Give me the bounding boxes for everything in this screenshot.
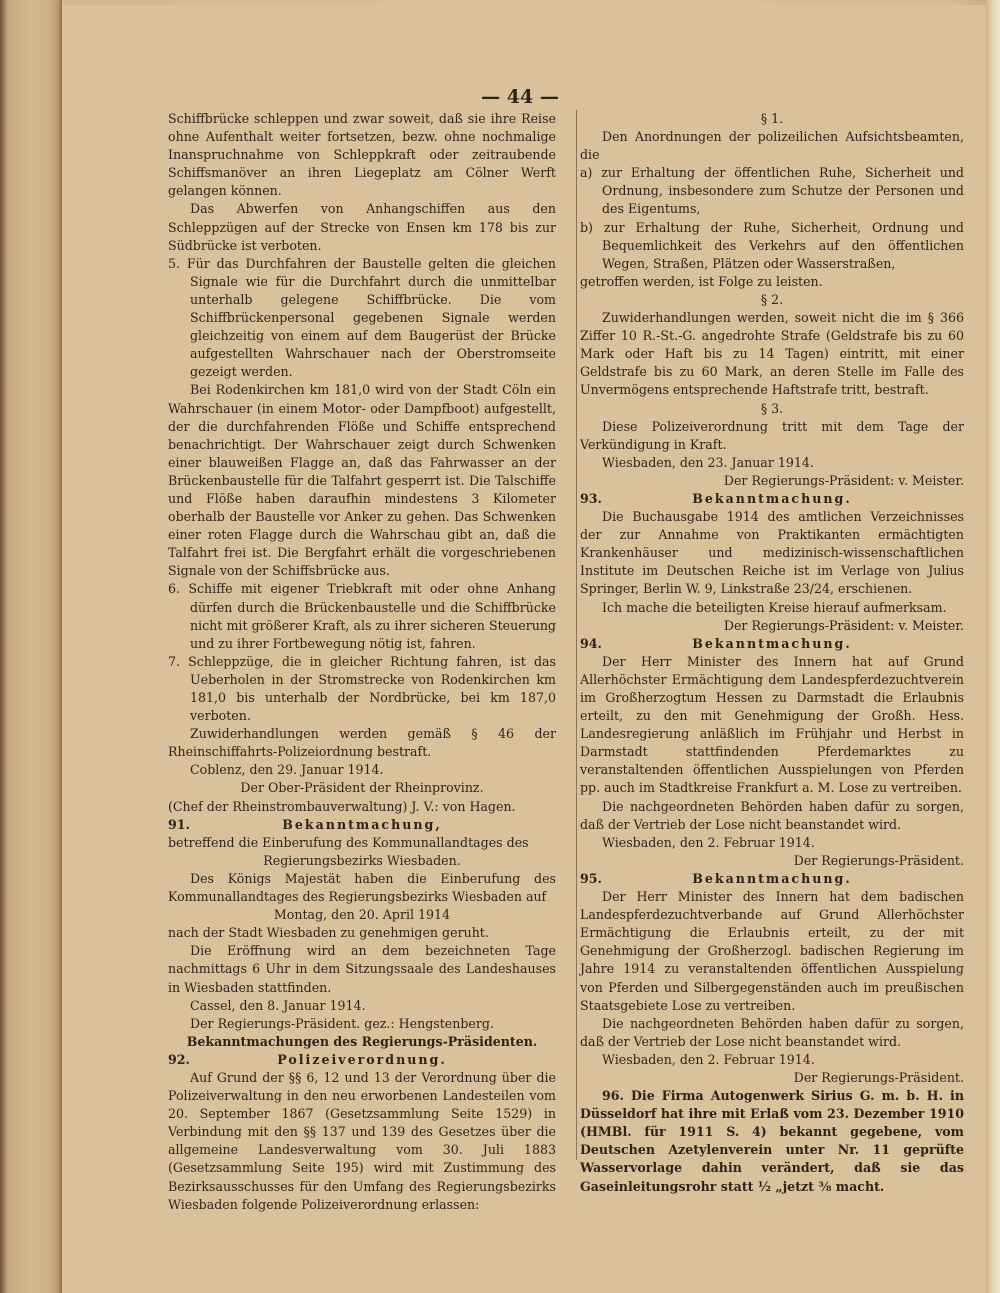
- text-paragraph: Der Herr Minister des Innern hat auf Grund Allerhöchster Ermächtigung dem Landespferdezuchtverein im Großherzogtum Hessen zu Darmstadt die Erlaubnis erteilt, zu den mit Genehmigung der Großh. Hess. Landesregierung anläßlich im Frühjahr und Herbst in Darmstadt stattfindenden Pferdemarktes zu veranstaltenden öffentlichen Ausspielungen von Pferden pp. auch im Stadtkreise Frankfurt a. M. Lose zu vertreiben.: [580, 653, 964, 796]
- section-title: Polizeiverordnung.: [277, 1051, 447, 1067]
- column-divider: [576, 110, 577, 1160]
- text-paragraph: Die nachgeordneten Behörden haben dafür zu sorgen, daß der Vertrieb der Lose nicht beanstandet wird.: [580, 1015, 964, 1049]
- left-column: [168, 110, 556, 1214]
- right-column: [580, 110, 964, 1196]
- text-paragraph: Der Ober-Präsident der Rheinprovinz.: [240, 780, 484, 796]
- text-paragraph: Den Anordnungen der polizeilichen Aufsichtsbeamten, die: [580, 129, 964, 163]
- text-paragraph: Cassel, den 8. Januar 1914.: [190, 997, 366, 1013]
- text-paragraph: Der Regierungs-Präsident. gez.: Hengstenberg.: [190, 1015, 494, 1031]
- text-paragraph: Der Regierungs-Präsident: v. Meister.: [723, 617, 964, 633]
- section-heading: [580, 490, 964, 508]
- section-number: 93.: [580, 490, 602, 506]
- section-title: Bekanntmachung,: [282, 816, 442, 832]
- text-paragraph: § 1.: [760, 111, 784, 126]
- section-title: Bekanntmachung.: [692, 870, 852, 886]
- text-paragraph: Wiesbaden, den 2. Februar 1914.: [602, 1051, 815, 1067]
- text-paragraph: Die nachgeordneten Behörden haben dafür zu sorgen, daß der Vertrieb der Lose nicht beanstandet wird.: [580, 798, 964, 832]
- section-number: 95.: [580, 870, 602, 886]
- section-heading: [168, 816, 556, 834]
- text-paragraph: Der Regierungs-Präsident.: [793, 852, 964, 868]
- text-paragraph: Auf Grund der §§ 6, 12 und 13 der Verordnung über die Polizeiverwaltung in den neu erworbenen Landesteilen vom 20. September 1867 (Gesetzsammlung Seite 1529) in Verbindung mit den §§ 137 und 139 des Gesetzes über die allgemeine Landesverwaltung vom 30. Juli 1883 (Gesetzsammlung Seite 195) wird mit Zustimmung des Bezirksausschusses für den Umfang des Regierungsbezirks Wiesbaden folgende Polizeiverordnung erlassen:: [168, 1069, 556, 1212]
- text-paragraph: getroffen werden, ist Folge zu leisten.: [580, 273, 823, 289]
- text-paragraph: 7. Schleppzüge, die in gleicher Richtung fahren, ist das Ueberholen in der Stromstrecke von Rodenkirchen km 181,0 bis unterhalb der Nordbrücke, bei km 187,0 verboten.: [168, 653, 556, 724]
- text-paragraph: 96. Die Firma Autogenwerk Sirius G. m. b. H. in Düsseldorf hat ihre mit Erlaß vom 23. Dezember 1910 (HMBl. für 1911 S. 4) bekannt gegebene, vom Deutschen Azetylenverein unter Nr. 11 geprüfte Wasservorlage dahin verändert, daß sie das Gaseinleitungsrohr statt ½ „jetzt ⅜ macht.: [580, 1088, 964, 1194]
- text-paragraph: (Chef der Rheinstrombauverwaltung) J. V.: von Hagen.: [168, 798, 516, 814]
- text-paragraph: 5. Für das Durchfahren der Baustelle gelten die gleichen Signale wie für die Durchfahrt durch die unmittelbar unterhalb gelegene Schiffbrücke. Die vom Schiffbrückenpersonal gegebenen Signale werden gleichzeitig von einem auf dem Baugerüst der Brücke aufgestellten Wahrschauer nach der Oberstromseite gezeigt werden.: [168, 255, 556, 380]
- text-paragraph: Der Herr Minister des Innern hat dem badischen Landespferdezuchtverbande auf Grund Allerhöchster Ermächtigung die Erlaubnis erteilt, zu der mit Genehmigung der Großherzogl. badischen Regierung im Jahre 1914 zu veranstaltenden öffentlichen Ausspielung von Pferden und Silbergegenständen auch im preußischen Staatsgebiete Lose zu vertreiben.: [580, 889, 964, 1013]
- text-paragraph: Diese Polizeiverordnung tritt mit dem Tage der Verkündigung in Kraft.: [580, 418, 964, 452]
- section-number: 91.: [168, 816, 190, 832]
- text-paragraph: Zuwiderhandlungen werden, soweit nicht die im § 366 Ziffer 10 R.-St.-G. angedrohte Strafe (Geldstrafe bis zu 60 Mark oder Haft bis zu 14 Tagen) eintritt, mit einer Geldstrafe bis zu 60 Mark, an deren Stelle im Falle des Unvermögens entsprechende Haftstrafe tritt, bestraft.: [580, 310, 964, 398]
- section-title: Bekanntmachung.: [692, 490, 852, 506]
- text-paragraph: Wiesbaden, den 23. Januar 1914.: [602, 454, 814, 470]
- text-paragraph: Ich mache die beteiligten Kreise hierauf aufmerksam.: [602, 599, 947, 615]
- text-paragraph: § 2.: [760, 291, 784, 307]
- text-paragraph: a) zur Erhaltung der öffentlichen Ruhe, Sicherheit und Ordnung, insbesondere zum Schutze der Personen und des Eigentums,: [580, 165, 964, 217]
- section-title: Bekanntmachung.: [692, 635, 852, 651]
- text-paragraph: Schiffbrücke schleppen und zwar soweit, daß sie ihre Reise ohne Aufenthalt weiter fortsetzen, bezw. ohne nochmalige Inanspruchnahme von Schleppkraft oder zeitraubende Schiffsmanöver an ihren Liegeplatz am Cölner Werft gelangen können.: [168, 111, 556, 199]
- text-paragraph: nach der Stadt Wiesbaden zu genehmigen geruht.: [168, 925, 489, 941]
- section-heading: [168, 1051, 556, 1069]
- text-paragraph: Zuwiderhandlungen werden gemäß § 46 der Rheinschiffahrts-Polizeiordnung bestraft.: [168, 726, 556, 760]
- text-paragraph: Bei Rodenkirchen km 181,0 wird von der Stadt Cöln ein Wahrschauer (in einem Motor- oder Dampfboot) aufgestellt, der die durchfahrenden Flöße und Schiffe entsprechend benachrichtigt. Der Wahrschauer zeigt durch Schwenken einer blauweißen Flagge an, daß das Fahrwasser an der Brückenbaustelle für die Talfahrt gesperrt ist. Die Talschiffe und Flöße haben daraufhin mindestens 3 Kilometer oberhalb der Baustelle vor Anker zu gehen. Das Schwenken einer roten Flagge durch die Wahrschau gibt an, daß die Talfahrt frei ist. Die Bergfahrt erhält die vorgeschriebenen Signale von der Schiffsbrücke aus.: [168, 382, 556, 579]
- text-paragraph: Der Regierungs-Präsident: v. Meister.: [723, 472, 964, 488]
- section-heading: [580, 635, 964, 653]
- text-paragraph: betreffend die Einberufung des Kommunallandtages des: [168, 834, 529, 850]
- text-paragraph: b) zur Erhaltung der Ruhe, Sicherheit, Ordnung und Bequemlichkeit des Verkehrs auf den öffentlichen Wegen, Straßen, Plätzen oder Wasserstraßen,: [580, 219, 964, 271]
- page-number: — 44 —: [481, 86, 559, 108]
- text-paragraph: Die Eröffnung wird an dem bezeichneten Tage nachmittags 6 Uhr in dem Sitzungssaale des Landeshauses in Wiesbaden stattfinden.: [168, 943, 556, 995]
- text-paragraph: Des Königs Majestät haben die Einberufung des Kommunallandtages des Regierungsbezirks Wiesbaden auf: [168, 870, 556, 905]
- section-number: 94.: [580, 635, 602, 651]
- text-paragraph: Coblenz, den 29. Januar 1914.: [190, 762, 384, 778]
- section-number: 92.: [168, 1051, 190, 1067]
- text-paragraph: 6. Schiffe mit eigener Triebkraft mit oder ohne Anhang dürfen durch die Brückenbaustelle und die Schiffbrücke nicht mit größerer Kraft, als zu ihrer sicheren Steuerung und zu ihrer Fortbewegung nötig ist, fahren.: [168, 581, 556, 651]
- text-paragraph: Das Abwerfen von Anhangschiffen aus den Schleppzügen auf der Strecke von Ensen km 178 bis zur Südbrücke ist verboten.: [168, 201, 556, 253]
- text-paragraph: Wiesbaden, den 2. Februar 1914.: [602, 834, 815, 850]
- text-paragraph: Der Regierungs-Präsident.: [793, 1069, 964, 1085]
- book-page-edge: [0, 0, 62, 1293]
- text-paragraph: Die Buchausgabe 1914 des amtlichen Verzeichnisses der zur Annahme von Praktikanten ermächtigten Krankenhäuser und medizinisch-wissenschaftlichen Institute im Deutschen Reiche ist im Verlage von Julius Springer, Berlin W. 9, Linkstraße 23/24, erschienen.: [580, 509, 964, 597]
- group-heading: Bekanntmachungen des Regierungs-Präsidenten.: [186, 1033, 538, 1049]
- text-paragraph: Montag, den 20. April 1914: [273, 907, 451, 923]
- text-paragraph: Regierungsbezirks Wiesbaden.: [263, 852, 461, 868]
- text-paragraph: § 3.: [760, 400, 784, 416]
- section-heading: [580, 870, 964, 888]
